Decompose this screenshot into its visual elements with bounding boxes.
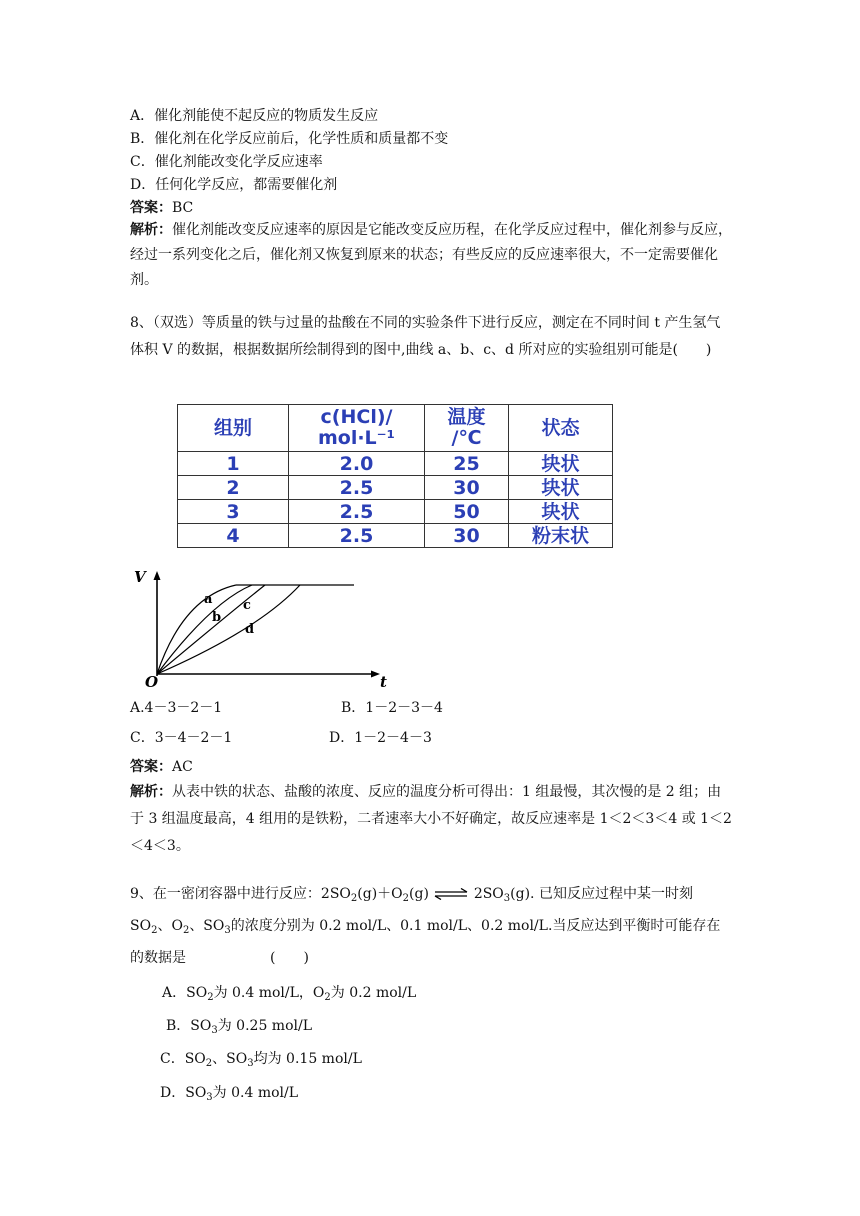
curve-label-d: d	[245, 622, 255, 637]
q7-answer	[130, 198, 193, 218]
analysis-label: 解析：	[130, 784, 172, 800]
table-header-group: 组别	[178, 405, 289, 452]
table-cell: 1	[178, 452, 289, 476]
curve-a	[157, 585, 236, 674]
table-cell: 25	[425, 452, 509, 476]
x-axis-label: t	[380, 673, 387, 691]
table-cell: 3	[178, 500, 289, 524]
table-cell: 2	[178, 476, 289, 500]
curve-label-b: b	[212, 610, 222, 625]
equilibrium-arrow-icon	[433, 888, 469, 900]
table-cell: 块状	[509, 500, 613, 524]
origin-label: O	[145, 673, 159, 691]
q7-option-d: D．任何化学反应，都需要催化剂	[130, 177, 338, 193]
table-header-state: 状态	[509, 405, 613, 452]
q7-option-b: B．催化剂在化学反应前后，化学性质和质量都不变	[130, 131, 449, 147]
answer-label: 答案：	[130, 759, 172, 775]
y-axis-arrow-icon	[154, 571, 161, 580]
q9-option-d: D．$SO_3$为 0.4 mol/L	[160, 1085, 299, 1103]
analysis-label: 解析：	[130, 222, 172, 238]
q8-option-b: B．1－2－3－4	[341, 700, 443, 716]
table-header-temperature: 温度 /℃	[425, 405, 509, 452]
q8-stem: 8、（双选）等质量的铁与过量的盐酸在不同的实验条件下进行反应，测定在不同时间 t 产生氢气体积 V 的数据，根据数据所绘制得到的图中,曲线 a、b、c、d 所对应的实验组别可能是( )	[130, 315, 721, 358]
q9-stem: 9、在一密闭容器中进行反应：$2SO_2(g)+O_2(g)$ $2SO_3(g)$. 已知反应过程中某一时刻 $SO_2$、$O_2$、$SO_3$的浓度分别为 0.2 mol/L、0.1 mol/L、0.2 mol/L.当反应达到平衡时可能存在的数据是 ( )	[130, 886, 721, 966]
volume-time-graph	[128, 562, 398, 692]
table-cell: 粉末状	[509, 524, 613, 548]
table-cell: 30	[425, 476, 509, 500]
table-header-concentration: c(HCl)/ mol·L⁻¹	[289, 405, 425, 452]
q7-option-c: C．催化剂能改变化学反应速率	[130, 154, 323, 170]
curve-label-a: a	[204, 592, 213, 607]
experiment-table	[177, 404, 613, 548]
q8-answer	[130, 757, 193, 777]
q8-option-d: D．1－2－4－3	[329, 730, 432, 746]
table-cell: 块状	[509, 452, 613, 476]
table-row	[178, 476, 613, 500]
table-cell: 30	[425, 524, 509, 548]
table-cell: 4	[178, 524, 289, 548]
q7-analysis	[130, 218, 732, 293]
analysis-text: 从表中铁的状态、盐酸的浓度、反应的温度分析可得出：1 组最慢，其次慢的是 2 组；由于 3 组温度最高，4 组用的是铁粉，二者速率大小不好确定，故反应速率是 1＜2＜3＜4 或 1＜2＜4＜3。	[130, 784, 732, 854]
answer-label: 答案：	[130, 200, 172, 216]
table-cell: 2.0	[289, 452, 425, 476]
answer-value: BC	[172, 200, 194, 216]
answer-value: AC	[172, 759, 193, 775]
q8-option-c: C．3－4－2－1	[130, 730, 233, 746]
table-cell: 2.5	[289, 500, 425, 524]
x-axis-arrow-icon	[371, 671, 380, 678]
q9-option-a: A．$SO_2$为 0.4 mol/L，$O_2$为 0.2 mol/L	[162, 985, 417, 1003]
table-cell: 2.5	[289, 476, 425, 500]
q7-option-a: A．催化剂能使不起反应的物质发生反应	[130, 108, 379, 124]
table-cell: 块状	[509, 476, 613, 500]
analysis-text: 催化剂能改变反应速率的原因是它能改变反应历程，在化学反应过程中，催化剂参与反应，经过一系列变化之后，催化剂又恢复到原来的状态；有些反应的反应速率很大，不一定需要催化剂。	[130, 222, 732, 288]
y-axis-label: V	[134, 568, 146, 586]
curve-label-c: c	[243, 598, 251, 613]
table-cell: 2.5	[289, 524, 425, 548]
q8-analysis	[130, 779, 732, 860]
table-row	[178, 500, 613, 524]
q9-option-b: B．$SO_3$为 0.25 mol/L	[166, 1018, 313, 1036]
q8-option-a: A.4－3－2－1	[130, 700, 223, 716]
table-cell: 50	[425, 500, 509, 524]
table-row	[178, 452, 613, 476]
q9-option-c: C．$SO_2$、$SO_3$均为 0.15 mol/L	[160, 1051, 362, 1069]
table-row	[178, 524, 613, 548]
